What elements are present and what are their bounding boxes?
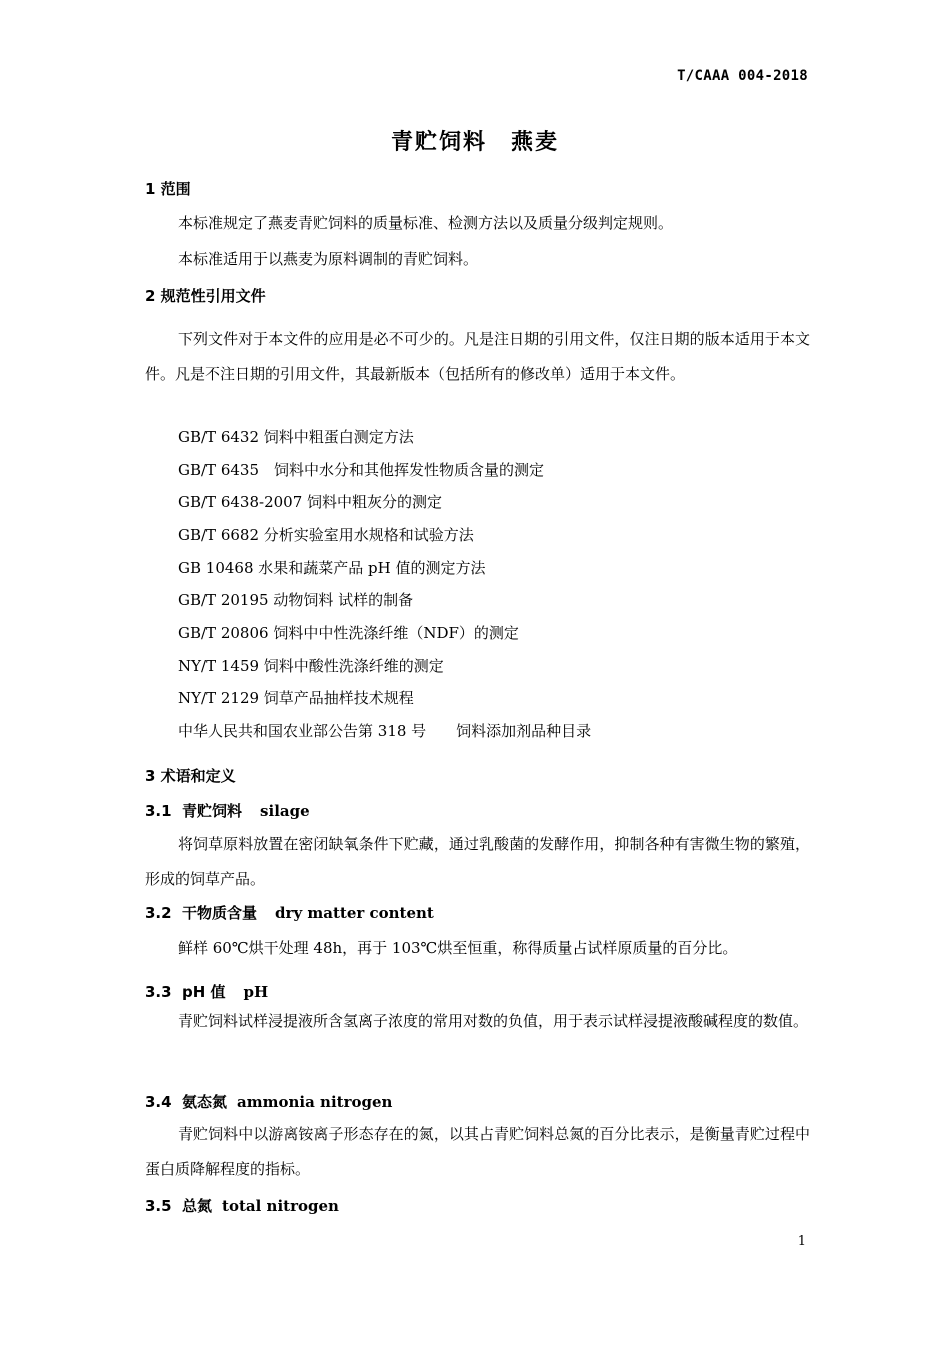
term-zh: 总氮 — [182, 1197, 213, 1215]
term-number: 3.3 — [145, 983, 172, 1001]
term-number: 3.2 — [145, 904, 172, 922]
term-en: silage — [260, 802, 310, 820]
term-zh: pH 值 — [182, 983, 226, 1001]
reference-item: GB/T 20806 饲料中中性洗涤纤维（NDF）的测定 — [178, 624, 519, 642]
reference-item: NY/T 1459 饲料中酸性洗涤纤维的测定 — [178, 657, 444, 675]
term-zh: 干物质含量 — [182, 904, 258, 922]
section-2-heading: 2 规范性引用文件 — [145, 287, 266, 305]
standard-code: T/CAAA 004-2018 — [677, 68, 808, 84]
term-3-2-definition: 鲜样 60℃烘干处理 48h，再于 103℃烘至恒重，称得质量占试样原质量的百分比。 — [178, 939, 738, 957]
document-title: 青贮饲料 燕麦 — [390, 130, 559, 155]
reference-item: GB/T 6432 饲料中粗蛋白测定方法 — [178, 428, 414, 446]
term-3-1-heading — [145, 800, 310, 821]
term-3-3-heading — [145, 981, 268, 1002]
term-number: 3.5 — [145, 1197, 172, 1215]
term-number: 3.1 — [145, 802, 172, 820]
reference-item: 中华人民共和国农业部公告第 318 号 饲料添加剂品种目录 — [178, 722, 592, 740]
reference-item: GB 10468 水果和蔬菜产品 pH 值的测定方法 — [178, 559, 486, 577]
section-3-heading: 3 术语和定义 — [145, 767, 236, 785]
reference-item: GB/T 6682 分析实验室用水规格和试验方法 — [178, 526, 474, 544]
term-en: total nitrogen — [222, 1197, 339, 1215]
reference-item: GB/T 6435 饲料中水分和其他挥发性物质含量的测定 — [178, 461, 545, 479]
reference-item: NY/T 2129 饲草产品抽样技术规程 — [178, 689, 414, 707]
section-1-paragraph-2: 本标准适用于以燕麦为原料调制的青贮饲料。 — [178, 250, 479, 268]
term-3-5-heading — [145, 1195, 339, 1216]
term-3-1-definition: 将饲草原料放置在密闭缺氧条件下贮藏，通过乳酸菌的发酵作用，抑制各种有害微生物的繁殖，形成的饲草产品。 — [145, 835, 810, 888]
section-1-paragraph-1: 本标准规定了燕麦青贮饲料的质量标准、检测方法以及质量分级判定规则。 — [178, 214, 674, 232]
term-zh: 青贮饲料 — [182, 802, 243, 820]
term-number: 3.4 — [145, 1093, 172, 1111]
term-3-3-definition: 青贮饲料试样浸提液所含氢离子浓度的常用对数的负值，用于表示试样浸提液酸碱程度的数值。 — [178, 1012, 809, 1030]
term-zh: 氨态氮 — [182, 1093, 228, 1111]
term-3-2-heading — [145, 902, 434, 923]
term-en: dry matter content — [275, 904, 434, 922]
term-3-4-heading — [145, 1091, 392, 1112]
term-3-4-definition: 青贮饲料中以游离铵离子形态存在的氮，以其占青贮饲料总氮的百分比表示，是衡量青贮过程中蛋白质降解程度的指标。 — [145, 1125, 810, 1178]
reference-item: GB/T 6438-2007 饲料中粗灰分的测定 — [178, 493, 443, 511]
section-1-heading: 1 范围 — [145, 180, 191, 198]
term-en: ammonia nitrogen — [237, 1093, 393, 1111]
term-en: pH — [243, 983, 269, 1001]
reference-item: GB/T 20195 动物饲料 试样的制备 — [178, 591, 414, 609]
section-2-intro: 下列文件对于本文件的应用是必不可少的。凡是注日期的引用文件，仅注日期的版本适用于本文件。凡是不注日期的引用文件，其最新版本（包括所有的修改单）适用于本文件。 — [145, 330, 810, 383]
page-number: 1 — [797, 1234, 806, 1249]
